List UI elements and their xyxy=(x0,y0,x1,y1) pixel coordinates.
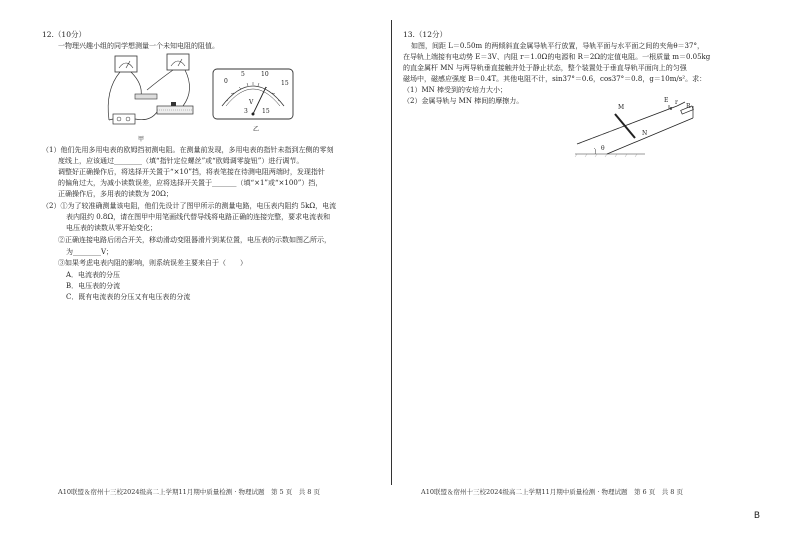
dial-tick-10: 10 xyxy=(261,71,269,78)
label-n: N xyxy=(642,130,648,137)
resistor-sketch xyxy=(135,94,157,99)
ammeter-sketch xyxy=(115,56,137,72)
battery-sketch xyxy=(113,114,135,124)
part1-line1: （1）他们先用多用电表的欧姆挡初测电阻。在测量前发现，多用电表的指针未指到左侧的零刻 xyxy=(42,146,334,154)
rail-upper xyxy=(577,106,677,144)
voltmeter-dial-figure xyxy=(212,68,294,120)
q13-sub1: （1）MN 棒受到的安培力大小； xyxy=(403,86,507,94)
label-e: E xyxy=(664,97,669,104)
option-a: A．电流表的分压 xyxy=(66,271,121,279)
option-b: B．电压表的分流 xyxy=(66,282,121,290)
q12-header: 12.（10分） xyxy=(42,30,86,39)
part2-line2: 表内阻约 0.8Ω，请在图甲中用笔画线代替导线将电路正确的连接完整，要求电流表和 xyxy=(66,213,331,221)
page-divider xyxy=(391,20,392,485)
part1-line5: 正确操作后，多用表的读数为 20Ω； xyxy=(58,190,173,198)
q13-sub2: （2）金属导轨与 MN 棒间的摩擦力。 xyxy=(403,97,524,105)
part1-line4: 的偏角过大，为减小读数误差，应将选择开关置于_______（填“×1”或“×100”）挡， xyxy=(58,179,323,187)
q13-header: 13.（12分） xyxy=(403,30,447,39)
q13-line2: 在导轨上端接有电动势 E＝3V、内阻 r＝1.0Ω的电源和 R＝2Ω的定值电阻。一根质量 m＝0.05kg xyxy=(403,53,711,61)
figure-label-yi: 乙 xyxy=(253,126,260,133)
right-page-footer: A10联盟＆宿州十三校2024级高二上学期11月期中质量检测 · 物理试题 第 6 页 共 8 页 xyxy=(421,488,684,496)
q13-line4: 磁场中，磁感应强度 B＝0.4T。其他电阻不计，sin37°＝0.6，cos37°＝0.8，g＝10m/s²。求： xyxy=(403,75,707,83)
dial-tick-5: 5 xyxy=(241,71,245,78)
dial-terminal-3: 3 xyxy=(244,108,248,115)
q13-line1: 如图，间距 L＝0.50m 的两倾斜直金属导轨平行放置，导轨平面与水平面之间的夹角θ＝37°， xyxy=(411,42,704,50)
voltmeter-sketch xyxy=(167,54,189,70)
q13-line3: 的直金属杆 MN 与两导轨垂直接触并处于静止状态，整个装置处于垂直导轨平面向上的匀强 xyxy=(403,64,687,72)
part2-line6: ③如果考虑电表内阻的影响，则系统误差主要来自于（ ） xyxy=(58,259,247,267)
rod-mn xyxy=(615,114,635,138)
dial-tick-0: 0 xyxy=(224,78,228,85)
label-r-small: r xyxy=(675,99,678,106)
rail-lower xyxy=(607,118,693,154)
option-c: C．既有电流表的分压又有电压表的分流 xyxy=(66,293,191,301)
part2-line3: 电压表的读数从零开始变化； xyxy=(66,224,157,232)
part2-line5: 为________V； xyxy=(66,248,114,256)
corner-mark: B xyxy=(753,511,760,521)
dial-terminal-15: 15 xyxy=(262,108,270,115)
angle-arc xyxy=(594,148,596,154)
right-page xyxy=(393,0,800,544)
dial-tick-15: 15 xyxy=(281,80,289,87)
part1-line2: 度线上，应该通过________（填“指针定位螺丝”或“欧姆调零旋钮”）进行调节。 xyxy=(58,157,304,165)
q12-intro: 一物理兴趣小组的同学想测量一个未知电阻的阻值。 xyxy=(58,42,219,50)
part2-line1: （2）①为了较准确测量该电阻，他们先设计了图甲所示的测量电路，电压表内阻约 5kΩ，电流 xyxy=(42,202,337,210)
left-page-footer: A10联盟＆宿州十三校2024级高二上学期11月期中质量检测 · 物理试题 第 5 页 共 8 页 xyxy=(58,488,321,496)
part2-line4: ②正确连接电路后闭合开关，移动滑动变阻器滑片到某位置，电压表的示数如图乙所示， xyxy=(58,236,331,244)
left-page xyxy=(0,0,390,544)
label-r-big: R xyxy=(686,103,691,110)
part1-line3: 调整好正确操作后，将选择开关置于“×10”挡，将表笔接在待测电阻两端时，发现指针 xyxy=(58,168,325,176)
circuit-figure-jia xyxy=(95,50,205,136)
label-theta: θ xyxy=(601,145,605,152)
label-m: M xyxy=(618,104,625,111)
dial-unit-letter: V xyxy=(249,99,254,106)
figure-label-jia: 甲 xyxy=(138,136,145,143)
